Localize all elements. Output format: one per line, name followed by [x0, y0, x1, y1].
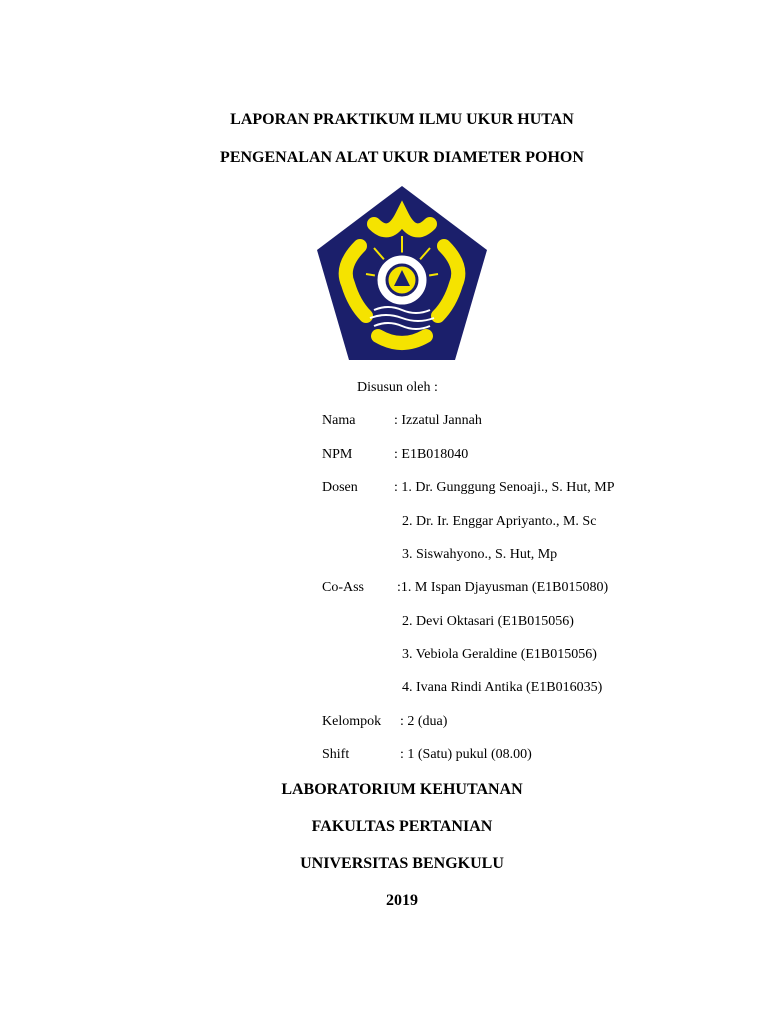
footer-university: UNIVERSITAS BENGKULU	[300, 855, 504, 872]
dosen-item: 2. Dr. Ir. Enggar Apriyanto., M. Sc	[402, 514, 597, 529]
field-label-npm: NPM	[322, 447, 353, 462]
coass-item: 3. Vebiola Geraldine (E1B015056)	[402, 647, 597, 662]
footer-laboratory: LABORATORIUM KEHUTANAN	[281, 781, 523, 798]
dosen-item: : 1. Dr. Gunggung Senoaji., S. Hut, MP	[394, 480, 615, 495]
field-value-kelompok: : 2 (dua)	[400, 714, 448, 729]
footer-faculty: FAKULTAS PERTANIAN	[311, 818, 493, 835]
field-value-shift: : 1 (Satu) pukul (08.00)	[400, 747, 532, 762]
coass-item: :1. M Ispan Djayusman (E1B015080)	[397, 580, 609, 595]
footer-year: 2019	[386, 892, 418, 909]
field-label-kelompok: Kelompok	[322, 714, 382, 729]
report-title-line1: LAPORAN PRAKTIKUM ILMU UKUR HUTAN	[230, 111, 574, 128]
field-label-coass: Co-Ass	[322, 580, 365, 595]
coass-item: 4. Ivana Rindi Antika (E1B016035)	[402, 680, 603, 695]
field-value-npm: : E1B018040	[394, 447, 469, 462]
prepared-by-label: Disusun oleh :	[357, 380, 438, 395]
field-label-shift: Shift	[322, 747, 350, 762]
dosen-item: 3. Siswahyono., S. Hut, Mp	[402, 547, 558, 562]
field-value-nama: : Izzatul Jannah	[394, 413, 482, 428]
field-label-nama: Nama	[322, 413, 356, 428]
coass-item: 2. Devi Oktasari (E1B015056)	[402, 614, 574, 629]
field-label-dosen: Dosen	[322, 480, 358, 495]
university-emblem-icon	[314, 184, 490, 362]
report-title-line2: PENGENALAN ALAT UKUR DIAMETER POHON	[220, 149, 584, 166]
